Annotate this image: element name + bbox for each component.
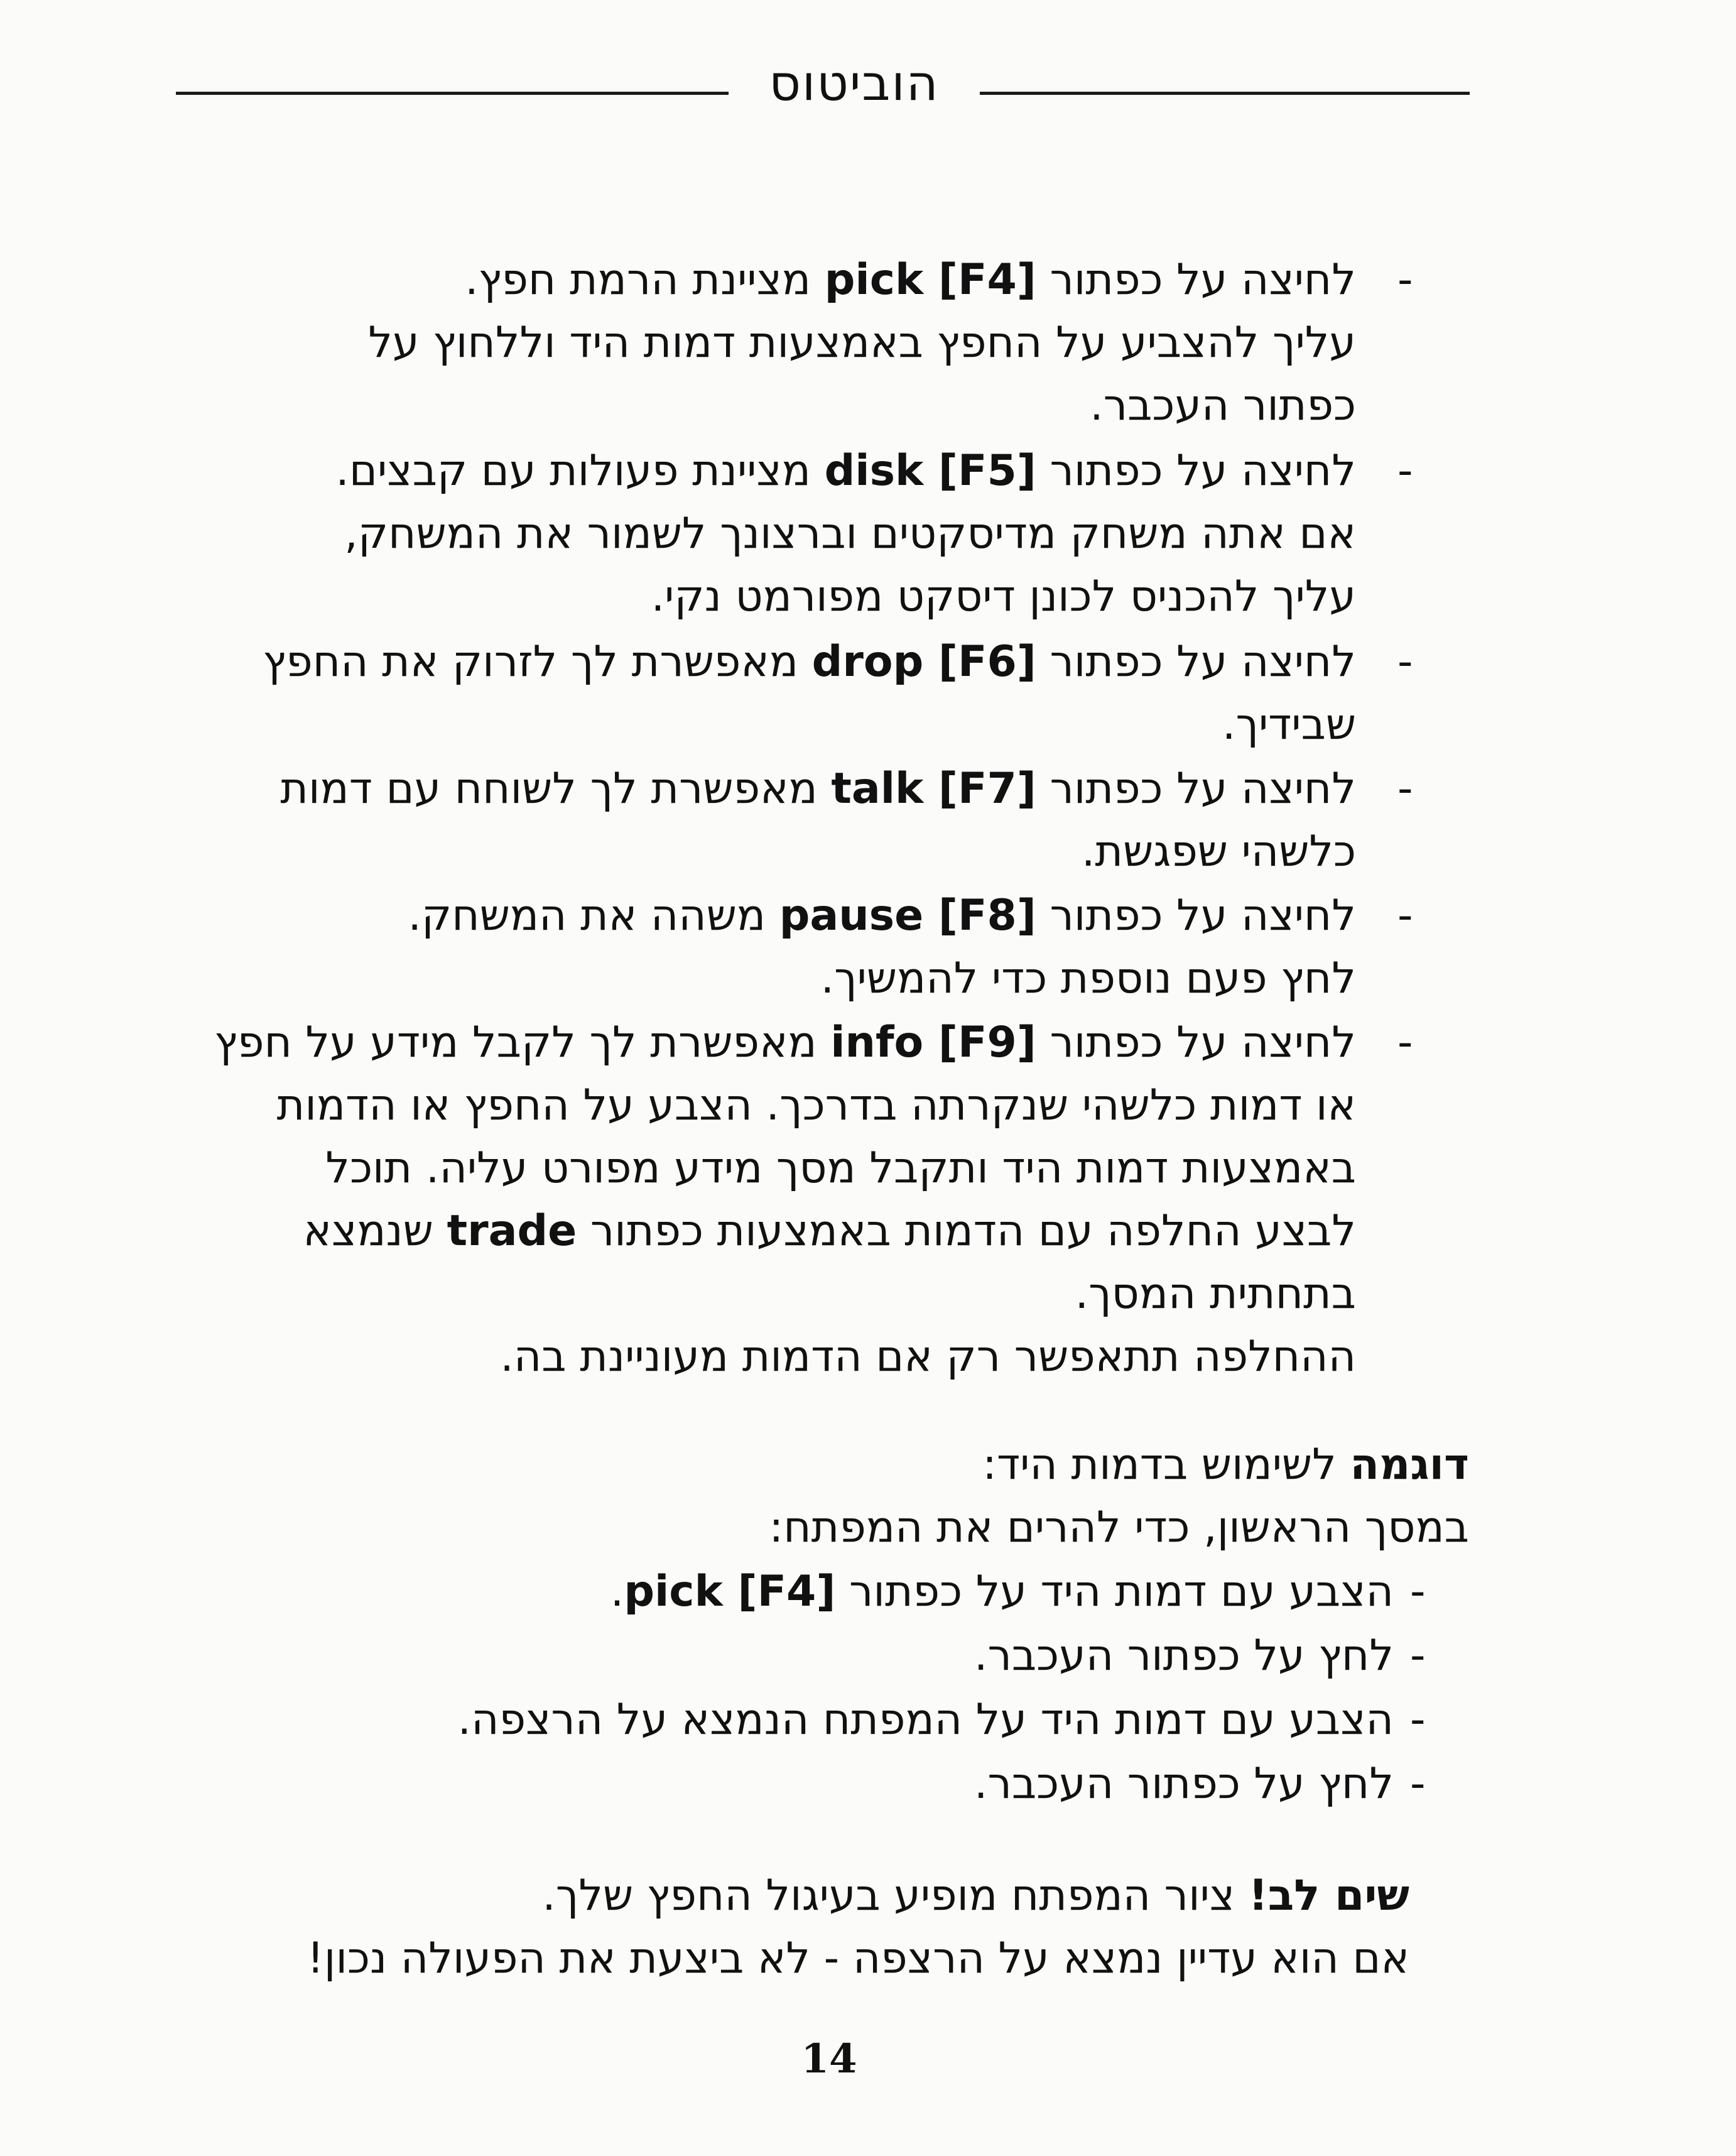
item-pause-line2: לחץ פעם נוספת כדי להמשיך. bbox=[820, 954, 1356, 1003]
bullet-dash: - bbox=[1410, 1695, 1426, 1745]
header-rule-right bbox=[980, 92, 1470, 95]
key-talk: talk [F7] bbox=[831, 764, 1036, 814]
example-intro: במסך הראשון, כדי להרים את המפתח: bbox=[769, 1503, 1469, 1552]
item-drop-line1: לחיצה על כפתור drop [F6] מאפשרת לך לזרוק את החפץ bbox=[263, 637, 1356, 687]
key-pause: pause [F8] bbox=[779, 891, 1036, 940]
bullet-dash: - bbox=[1397, 891, 1413, 940]
key-drop: drop [F6] bbox=[811, 637, 1036, 687]
note-line-2: אם הוא עדיין נמצא על הרצפה - לא ביצעת את הפעולה נכון! bbox=[307, 1934, 1409, 1983]
item-talk-line1: לחיצה על כפתור talk [F7] מאפשרת לך לשוחח עם דמות bbox=[280, 764, 1356, 814]
bullet-dash: - bbox=[1410, 1631, 1426, 1680]
item-talk-line2: כלשהי שפגשת. bbox=[1081, 827, 1356, 876]
item-disk-line1: לחיצה על כפתור disk [F5] מציינת פעולות עם קבצים. bbox=[335, 446, 1356, 496]
key-pick-example: pick [F4] bbox=[624, 1567, 836, 1616]
key-pick: pick [F4] bbox=[824, 255, 1036, 305]
key-info: info [F9] bbox=[830, 1018, 1036, 1067]
bullet-dash: - bbox=[1397, 255, 1413, 305]
item-info-line6: ההחלפה תתאפשר רק אם הדמות מעוניינת בה. bbox=[500, 1332, 1356, 1381]
item-info-line1: לחיצה על כפתור info [F9] מאפשרת לך לקבל מידע על חפץ bbox=[214, 1018, 1356, 1067]
item-disk-line3: עליך להכניס לכונן דיסקט מפורמט נקי. bbox=[651, 572, 1356, 621]
item-pick-line2: עליך להצביע על החפץ באמצעות דמות היד וללחוץ על bbox=[368, 318, 1356, 368]
example-step-3: הצבע עם דמות היד על המפתח הנמצא על הרצפה. bbox=[457, 1695, 1394, 1745]
key-disk: disk [F5] bbox=[824, 446, 1036, 496]
page-number: 14 bbox=[801, 2035, 857, 2082]
example-step-1: הצבע עם דמות היד על כפתור pick [F4]. bbox=[610, 1567, 1394, 1616]
bullet-dash: - bbox=[1397, 446, 1413, 496]
bullet-dash: - bbox=[1410, 1759, 1426, 1809]
item-pick-line3: כפתור העכבר. bbox=[1090, 381, 1356, 430]
item-info-line2: או דמות כלשהי שנקרתה בדרכך. הצבע על החפץ או הדמות bbox=[276, 1081, 1356, 1130]
example-heading: דוגמה לשימוש בדמות היד: bbox=[982, 1440, 1469, 1489]
example-step-2: לחץ על כפתור העכבר. bbox=[974, 1631, 1394, 1680]
item-pick-line1: לחיצה על כפתור pick [F4] מציינת הרמת חפץ. bbox=[465, 255, 1356, 305]
item-disk-line2: אם אתה משחק מדיסקטים וברצונך לשמור את המשחק, bbox=[344, 509, 1356, 558]
note-label: שים לב! bbox=[1248, 1871, 1409, 1920]
bullet-dash: - bbox=[1397, 1018, 1413, 1067]
item-pause-line1: לחיצה על כפתור pause [F8] משהה את המשחק. bbox=[408, 891, 1356, 940]
running-header-title: הוביטוס bbox=[769, 55, 940, 112]
bullet-dash: - bbox=[1410, 1567, 1426, 1616]
bullet-dash: - bbox=[1397, 764, 1413, 814]
key-trade: trade bbox=[447, 1206, 577, 1256]
header-rule-left bbox=[176, 92, 729, 95]
item-info-line3: באמצעות דמות היד ותקבל מסך מידע מפורט עליה. תוכל bbox=[325, 1143, 1356, 1193]
example-step-4: לחץ על כפתור העכבר. bbox=[974, 1759, 1394, 1809]
item-info-line5: בתחתית המסך. bbox=[1075, 1269, 1356, 1319]
item-drop-line2: שבידיך. bbox=[1222, 700, 1356, 749]
note-line-1: שים לב! ציור המפתח מופיע בעיגול החפץ שלך. bbox=[542, 1871, 1409, 1920]
bullet-dash: - bbox=[1397, 637, 1413, 687]
item-info-line4: לבצע החלפה עם הדמות באמצעות כפתור trade שנמצא bbox=[303, 1206, 1356, 1256]
